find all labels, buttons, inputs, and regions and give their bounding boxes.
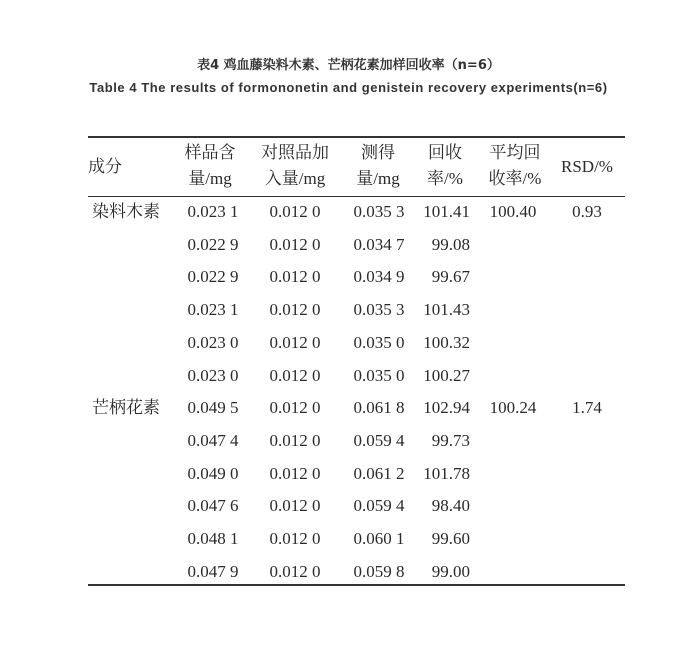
cell-found-amount: 0.035 3 <box>353 300 405 319</box>
cell-component: 芒柄花素 <box>92 398 160 417</box>
cell-sample-amount: 0.047 9 <box>187 562 239 581</box>
cell-added-amount: 0.012 0 <box>269 333 321 352</box>
cell-added-amount: 0.012 0 <box>269 562 321 581</box>
cell-added-amount: 0.012 0 <box>269 366 321 385</box>
cell-recovery: 98.40 <box>431 496 470 515</box>
cell-found-amount: 0.059 8 <box>353 562 405 581</box>
cell-found-amount: 0.034 7 <box>353 235 405 254</box>
cell-sample-amount: 0.023 1 <box>187 202 239 221</box>
cell-added-amount: 0.012 0 <box>269 267 321 286</box>
cell-recovery: 101.78 <box>423 464 470 483</box>
cell-sample-amount: 0.023 0 <box>187 366 239 385</box>
header-component: 成分 <box>88 157 122 176</box>
cell-recovery: 101.43 <box>423 300 470 319</box>
cell-found-amount: 0.035 0 <box>353 333 405 352</box>
cell-found-amount: 0.059 4 <box>353 431 405 450</box>
cell-sample-amount: 0.048 1 <box>187 529 239 548</box>
cell-sample-amount: 0.022 9 <box>187 267 239 286</box>
table-caption-chinese: 表4 鸡血藤染料木素、芒柄花素加样回收率（n=6） <box>197 58 500 73</box>
header-average-recovery: 平均回 收率/% <box>488 143 542 188</box>
cell-component: 染料木素 <box>92 202 160 221</box>
cell-average-recovery: 100.40 <box>489 202 537 221</box>
cell-sample-amount: 0.049 0 <box>187 464 239 483</box>
cell-recovery: 99.00 <box>431 562 470 581</box>
cell-recovery: 99.60 <box>431 529 470 548</box>
cell-added-amount: 0.012 0 <box>269 529 321 548</box>
header-found-amount: 测得 量/mg <box>356 143 400 188</box>
cell-rsd: 1.74 <box>572 398 602 417</box>
cell-average-recovery: 100.24 <box>489 398 537 417</box>
table-header-rule <box>88 196 625 197</box>
table-top-rule <box>88 136 625 138</box>
cell-added-amount: 0.012 0 <box>269 431 321 450</box>
cell-recovery: 102.94 <box>423 398 470 417</box>
cell-sample-amount: 0.023 1 <box>187 300 239 319</box>
cell-found-amount: 0.061 2 <box>353 464 405 483</box>
cell-sample-amount: 0.022 9 <box>187 235 239 254</box>
cell-found-amount: 0.061 8 <box>353 398 405 417</box>
cell-sample-amount: 0.047 6 <box>187 496 239 515</box>
cell-sample-amount: 0.047 4 <box>187 431 239 450</box>
cell-recovery: 99.08 <box>431 235 470 254</box>
cell-found-amount: 0.034 9 <box>353 267 405 286</box>
table-caption-english: Table 4 The results of formononetin and genistein recovery experiments(n=6) <box>89 80 608 95</box>
cell-rsd: 0.93 <box>572 202 602 221</box>
cell-recovery: 101.41 <box>423 202 470 221</box>
table-bottom-rule <box>88 584 625 586</box>
cell-added-amount: 0.012 0 <box>269 235 321 254</box>
cell-added-amount: 0.012 0 <box>269 398 321 417</box>
header-recovery: 回收 率/% <box>427 143 463 188</box>
header-added-amount: 对照品加 入量/mg <box>261 143 329 188</box>
header-rsd: RSD/% <box>561 157 613 176</box>
cell-added-amount: 0.012 0 <box>269 202 321 221</box>
cell-recovery: 100.32 <box>423 333 470 352</box>
cell-added-amount: 0.012 0 <box>269 496 321 515</box>
cell-sample-amount: 0.023 0 <box>187 333 239 352</box>
cell-recovery: 99.73 <box>431 431 470 450</box>
cell-found-amount: 0.059 4 <box>353 496 405 515</box>
cell-added-amount: 0.012 0 <box>269 300 321 319</box>
cell-found-amount: 0.035 0 <box>353 366 405 385</box>
cell-recovery: 99.67 <box>431 267 470 286</box>
cell-added-amount: 0.012 0 <box>269 464 321 483</box>
cell-found-amount: 0.035 3 <box>353 202 405 221</box>
header-sample-amount: 样品含 量/mg <box>184 143 236 188</box>
cell-recovery: 100.27 <box>423 366 470 385</box>
cell-sample-amount: 0.049 5 <box>187 398 239 417</box>
cell-found-amount: 0.060 1 <box>353 529 405 548</box>
